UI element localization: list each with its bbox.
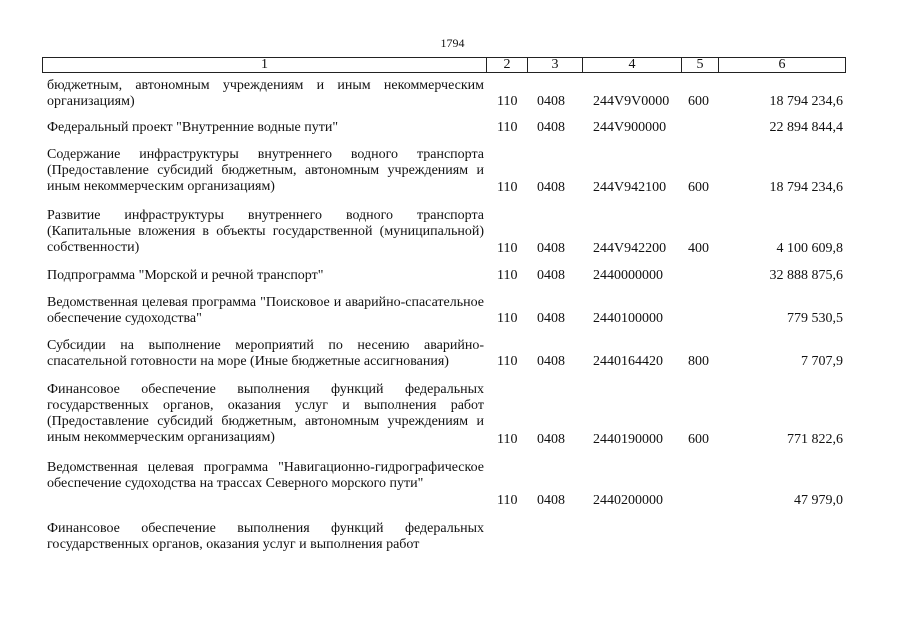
header-col-6: 6	[718, 58, 845, 72]
row-target-code: 244V942200	[593, 241, 667, 256]
row-subsection-code: 0408	[537, 354, 565, 369]
row-target-code: 2440000000	[593, 268, 663, 283]
header-col-5: 5	[681, 58, 718, 72]
row-target-code: 2440200000	[593, 493, 663, 508]
row-amount: 7 707,9	[801, 354, 843, 369]
row-subsection-code: 0408	[537, 241, 565, 256]
row-section-code: 110	[497, 94, 518, 109]
row-subsection-code: 0408	[537, 311, 565, 326]
row-section-code: 110	[497, 268, 518, 283]
row-subsection-code: 0408	[537, 432, 565, 447]
row-section-code: 110	[497, 180, 518, 195]
row-section-code: 110	[497, 241, 518, 256]
row-subsection-code: 0408	[537, 94, 565, 109]
row-description: Финансовое обеспечение выполнения функций федеральных государственных органов, оказания услуг и выполнения работ	[47, 521, 484, 552]
row-target-code: 2440190000	[593, 432, 663, 447]
row-description: Финансовое обеспечение выполнения функций федеральных государственных органов, оказания услуг и выполнения работ (Предоставление субсидий бюджетным, автономным учреждениям и иным некоммерческим организациям)	[47, 382, 484, 445]
row-section-code: 110	[497, 311, 518, 326]
page-number: 1794	[440, 36, 465, 50]
row-description: Содержание инфраструктуры внутреннего водного транспорта (Предоставление субсидий бюджетным, автономным учреждениям и иным некоммерческим организациям)	[47, 147, 484, 194]
row-expense-type: 600	[688, 432, 709, 447]
row-expense-type: 600	[688, 180, 709, 195]
row-amount: 22 894 844,4	[769, 120, 843, 135]
row-description: Субсидии на выполнение мероприятий по несению аварийно-спасательной готовности на море (Иные бюджетные ассигнования)	[47, 338, 484, 369]
row-expense-type: 800	[688, 354, 709, 369]
header-col-2: 2	[486, 58, 527, 72]
row-amount: 32 888 875,6	[769, 268, 843, 283]
table-header	[42, 57, 846, 73]
row-amount: 18 794 234,6	[769, 180, 843, 195]
row-description: Подпрограмма "Морской и речной транспорт"	[47, 268, 324, 283]
row-amount: 18 794 234,6	[769, 94, 843, 109]
row-section-code: 110	[497, 120, 518, 135]
row-amount: 771 822,6	[787, 432, 843, 447]
header-col-3: 3	[527, 58, 582, 72]
row-target-code: 2440164420	[593, 354, 663, 369]
row-amount: 4 100 609,8	[776, 241, 843, 256]
row-subsection-code: 0408	[537, 120, 565, 135]
header-col-1: 1	[261, 57, 268, 72]
row-section-code: 110	[497, 432, 518, 447]
row-expense-type: 400	[688, 241, 709, 256]
row-target-code: 244V900000	[593, 120, 667, 135]
row-amount: 47 979,0	[794, 493, 843, 508]
row-target-code: 244V942100	[593, 180, 667, 195]
row-section-code: 110	[497, 354, 518, 369]
row-description: бюджетным, автономным учреждениям и иным некоммерческим организациям)	[47, 78, 484, 109]
row-description: Ведомственная целевая программа "Навигационно-гидрографическое обеспечение судоходства на трассах Северного морского пути"	[47, 460, 484, 491]
row-description: Развитие инфраструктуры внутреннего водного транспорта (Капитальные вложения в объекты государственной (муниципальной) собственности)	[47, 208, 484, 255]
header-col-4: 4	[582, 58, 681, 72]
row-target-code: 244V9V0000	[593, 94, 670, 109]
row-expense-type: 600	[688, 94, 709, 109]
row-description: Федеральный проект "Внутренние водные пути"	[47, 120, 339, 135]
row-subsection-code: 0408	[537, 180, 565, 195]
row-subsection-code: 0408	[537, 493, 565, 508]
row-subsection-code: 0408	[537, 268, 565, 283]
row-description: Ведомственная целевая программа "Поисковое и аварийно-спасательное обеспечение судоходства"	[47, 295, 484, 326]
row-amount: 779 530,5	[787, 311, 843, 326]
row-section-code: 110	[497, 493, 518, 508]
row-target-code: 2440100000	[593, 311, 663, 326]
